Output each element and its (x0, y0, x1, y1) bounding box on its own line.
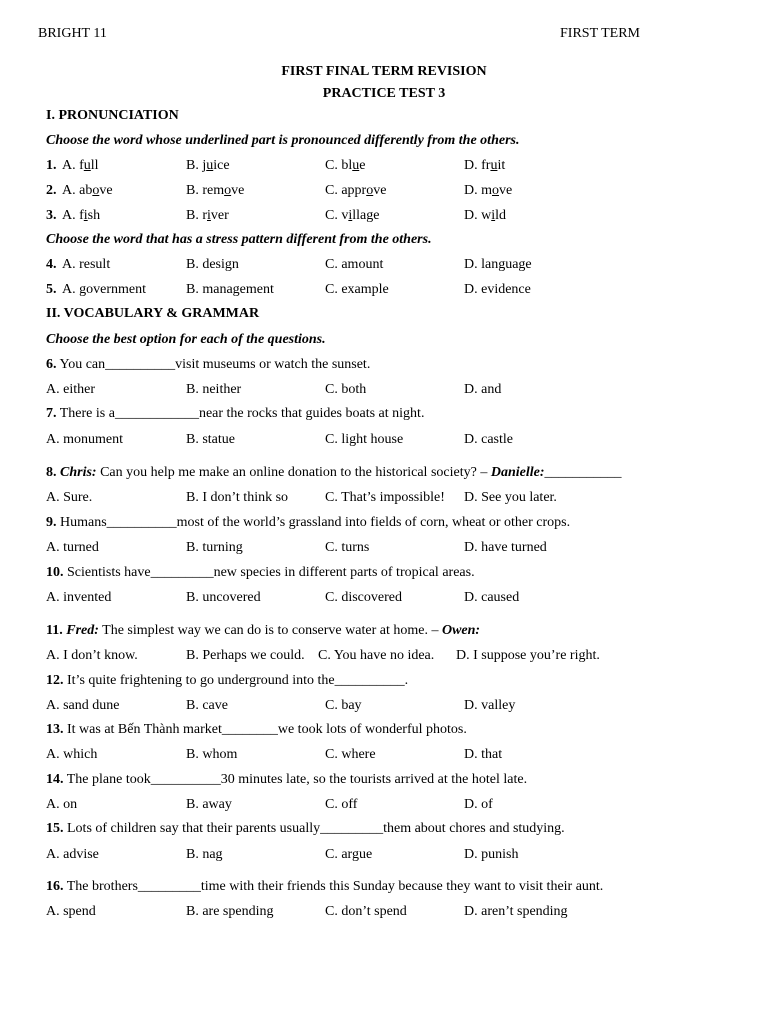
instruction-vocabulary: Choose the best option for each of the questions. (46, 332, 326, 347)
option-b[interactable]: B. are spending (186, 904, 274, 919)
question-stem: 6. You can__________visit museums or watch the sunset. (46, 357, 371, 372)
option-b[interactable]: B. whom (186, 747, 238, 762)
question-stem: 9. Humans__________most of the world’s grassland into fields of corn, wheat or other crops. (46, 515, 571, 530)
question-stem: 13. It was at Bến Thành market________we took lots of wonderful photos. (46, 722, 467, 737)
option-d[interactable]: D. caused (464, 590, 520, 605)
option-d[interactable]: D. valley (464, 698, 516, 713)
option-b[interactable]: B. neither (186, 382, 242, 397)
option-c[interactable]: C. both (325, 382, 367, 397)
option-b[interactable]: B. nag (186, 847, 223, 862)
option-c[interactable]: C. blue (325, 158, 366, 173)
page-title: FIRST FINAL TERM REVISION (281, 64, 487, 79)
option-a[interactable]: A. Sure. (46, 490, 93, 505)
option-d[interactable]: D. wild (464, 208, 507, 223)
option-d[interactable]: D. of (464, 797, 493, 812)
option-d[interactable]: D. evidence (464, 282, 531, 297)
option-b[interactable]: B. remove (186, 183, 245, 198)
option-d[interactable]: D. and (464, 382, 502, 397)
option-b[interactable]: B. turning (186, 540, 243, 555)
option-d[interactable]: D. castle (464, 432, 513, 447)
option-a[interactable]: A. fish (62, 208, 101, 223)
question-number: 3. (46, 208, 57, 223)
option-b[interactable]: B. away (186, 797, 232, 812)
header-right: FIRST TERM (560, 26, 641, 41)
question-stem: 8. Chris: Can you help me make an online donation to the historical society? – Danielle:___________ (46, 465, 622, 480)
option-c[interactable]: C. village (325, 208, 380, 223)
question-stem: 10. Scientists have_________new species in different parts of tropical areas. (46, 565, 475, 580)
option-b[interactable]: B. design (186, 257, 239, 272)
option-b[interactable]: B. uncovered (186, 590, 261, 605)
option-d[interactable]: D. punish (464, 847, 519, 862)
option-c[interactable]: C. approve (325, 183, 387, 198)
option-a[interactable]: A. turned (46, 540, 99, 555)
option-c[interactable]: C. where (325, 747, 376, 762)
option-d[interactable]: D. have turned (464, 540, 547, 555)
option-a[interactable]: A. on (46, 797, 78, 812)
option-b[interactable]: B. Perhaps we could. (186, 648, 305, 663)
question-number: 5. (46, 282, 57, 297)
option-c[interactable]: C. light house (325, 432, 404, 447)
header-left: BRIGHT 11 (38, 26, 107, 41)
option-a[interactable]: A. sand dune (46, 698, 120, 713)
question-number: 2. (46, 183, 57, 198)
option-c[interactable]: C. argue (325, 847, 373, 862)
option-d[interactable]: D. move (464, 183, 513, 198)
question-stem: 11. Fred: The simplest way we can do is to conserve water at home. – Owen: (46, 623, 481, 638)
option-d[interactable]: D. that (464, 747, 503, 762)
option-c[interactable]: C. That’s impossible! (325, 490, 445, 505)
option-b[interactable]: B. I don’t think so (186, 490, 289, 505)
instruction-stress: Choose the word that has a stress pattern different from the others. (46, 232, 432, 247)
option-a[interactable]: A. full (62, 158, 99, 173)
option-a[interactable]: A. I don’t know. (46, 648, 138, 663)
option-a[interactable]: A. either (46, 382, 95, 397)
option-b[interactable]: B. juice (186, 158, 230, 173)
option-a[interactable]: A. above (62, 183, 113, 198)
option-c[interactable]: C. example (325, 282, 389, 297)
option-d[interactable]: D. fruit (464, 158, 506, 173)
option-b[interactable]: B. cave (186, 698, 228, 713)
question-stem: 12. It’s quite frightening to go underground into the__________. (46, 673, 409, 688)
option-d[interactable]: D. See you later. (464, 490, 557, 505)
page-subtitle: PRACTICE TEST 3 (322, 86, 446, 101)
option-a[interactable]: A. advise (46, 847, 99, 862)
question-stem: 14. The plane took__________30 minutes late, so the tourists arrived at the hotel late. (46, 772, 528, 787)
option-d[interactable]: D. language (464, 257, 532, 272)
option-b[interactable]: B. management (186, 282, 274, 297)
option-a[interactable]: A. government (62, 282, 146, 297)
option-c[interactable]: C. You have no idea. (318, 648, 435, 663)
instruction-pronunciation: Choose the word whose underlined part is pronounced differently from the others. (46, 133, 520, 148)
section-heading-pronunciation: I. PRONUNCIATION (46, 108, 179, 123)
question-number: 4. (46, 257, 57, 272)
question-stem: 16. The brothers_________time with their friends this Sunday because they want to visit their aunt. (46, 879, 604, 894)
option-a[interactable]: A. which (46, 747, 98, 762)
question-stem: 7. There is a____________near the rocks that guides boats at night. (46, 406, 425, 421)
option-c[interactable]: C. off (325, 797, 358, 812)
option-a[interactable]: A. spend (46, 904, 96, 919)
option-c[interactable]: C. bay (325, 698, 362, 713)
option-c[interactable]: C. amount (325, 257, 384, 272)
section-heading-vocabulary: II. VOCABULARY & GRAMMAR (46, 306, 260, 321)
option-c[interactable]: C. don’t spend (325, 904, 407, 919)
option-a[interactable]: A. monument (46, 432, 123, 447)
option-d[interactable]: D. I suppose you’re right. (456, 648, 600, 663)
question-number: 1. (46, 158, 57, 173)
option-b[interactable]: B. river (186, 208, 229, 223)
question-stem: 15. Lots of children say that their parents usually_________them about chores and studying. (46, 821, 565, 836)
option-d[interactable]: D. aren’t spending (464, 904, 568, 919)
option-a[interactable]: A. result (62, 257, 111, 272)
option-a[interactable]: A. invented (46, 590, 112, 605)
option-b[interactable]: B. statue (186, 432, 235, 447)
option-c[interactable]: C. discovered (325, 590, 402, 605)
option-c[interactable]: C. turns (325, 540, 370, 555)
